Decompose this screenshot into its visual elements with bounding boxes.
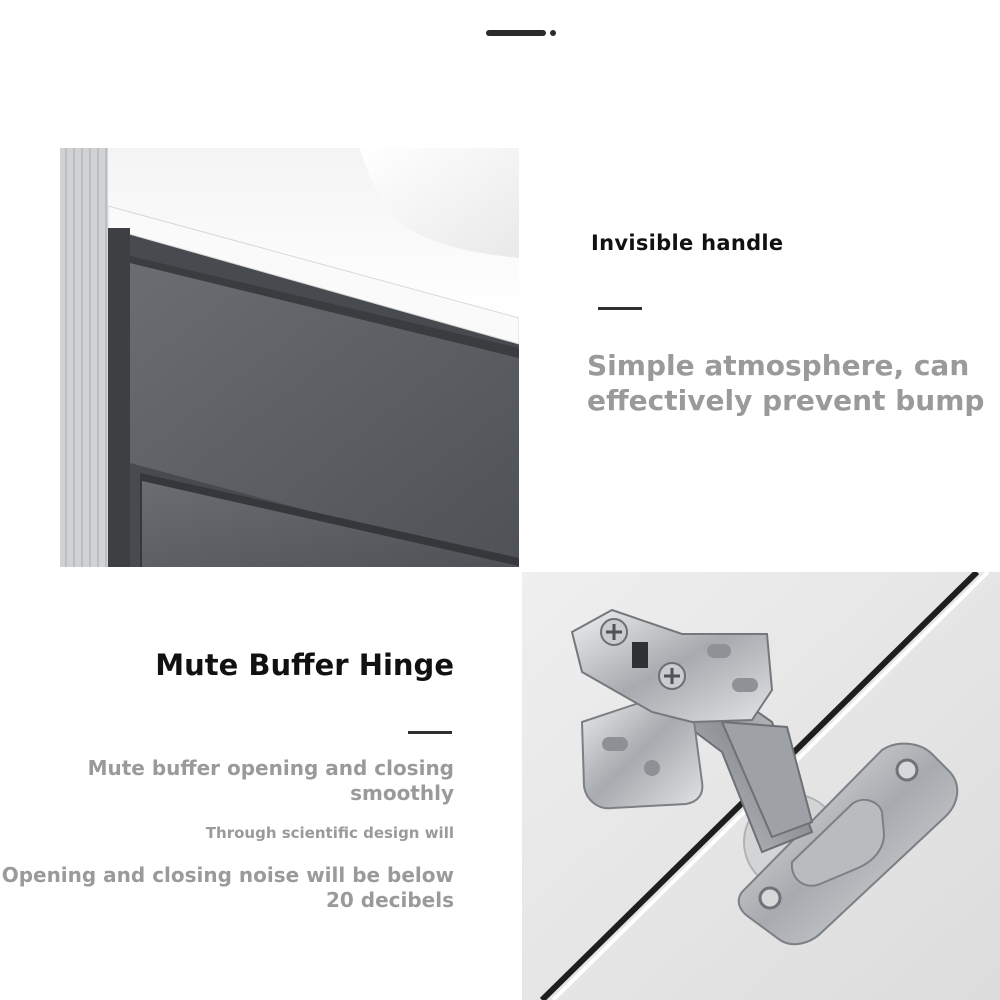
title-underline [408,731,452,734]
concealed-hinge-photo [522,572,1000,1000]
feature-description-invisible-handle: Simple atmosphere, can effectively prevent bump [587,349,985,417]
feature-title-mute-buffer-hinge: Mute Buffer Hinge [155,648,454,682]
feature-line-1: Mute buffer opening and closing smoothly [87,756,454,805]
feature-line-2: Through scientific design will [205,824,454,842]
decorative-divider [486,29,558,39]
feature-line-3: Opening and closing noise will be below 20 decibels [1,863,454,912]
title-underline [598,307,642,310]
feature-title-invisible-handle: Invisible handle [591,231,784,255]
drawer-cabinet-photo [60,148,519,567]
